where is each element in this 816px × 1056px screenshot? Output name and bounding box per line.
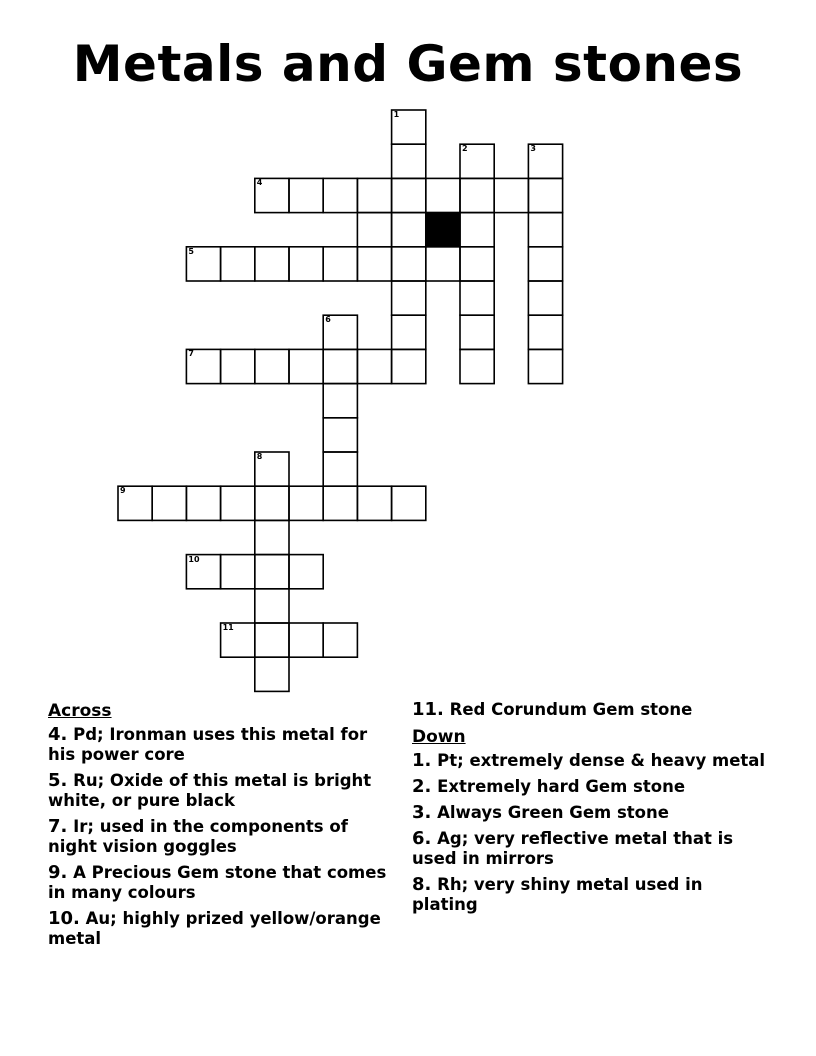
crossword-black-cell [426, 213, 460, 247]
crossword-cell[interactable] [186, 247, 220, 281]
crossword-cell[interactable] [186, 486, 220, 520]
crossword-cell[interactable] [255, 657, 289, 691]
crossword-cell[interactable] [426, 247, 460, 281]
crossword-cell[interactable] [186, 349, 220, 383]
crossword-cell[interactable] [460, 213, 494, 247]
across-clue-10 [48, 909, 388, 949]
crossword-cell[interactable] [255, 555, 289, 589]
clue-number: 3. [412, 802, 432, 823]
crossword-cell[interactable] [392, 247, 426, 281]
crossword-cell[interactable] [528, 247, 562, 281]
crossword-cell[interactable] [357, 349, 391, 383]
crossword-cell[interactable] [392, 178, 426, 212]
crossword-cell[interactable] [255, 247, 289, 281]
clues-right-column [412, 700, 772, 921]
crossword-cell[interactable] [323, 384, 357, 418]
crossword-cell[interactable] [528, 178, 562, 212]
across-clue-5 [48, 771, 388, 811]
crossword-cell[interactable] [528, 349, 562, 383]
across-clue-11 [412, 700, 772, 720]
across-heading: Across [48, 701, 112, 721]
crossword-cell[interactable] [255, 520, 289, 554]
clue-number-label: 7 [188, 349, 194, 359]
crossword-cell[interactable] [118, 486, 152, 520]
down-heading: Down [412, 727, 466, 747]
clue-number: 4. [48, 724, 68, 745]
across-clue-4 [48, 725, 388, 765]
crossword-cell[interactable] [221, 623, 255, 657]
clue-number: 8. [412, 874, 432, 895]
clue-number: 6. [412, 828, 432, 849]
down-clue-6 [412, 829, 772, 869]
crossword-cell[interactable] [323, 623, 357, 657]
crossword-cell[interactable] [392, 315, 426, 349]
crossword-cell[interactable] [289, 178, 323, 212]
crossword-cell[interactable] [392, 349, 426, 383]
crossword-cell[interactable] [255, 623, 289, 657]
crossword-cell[interactable] [289, 555, 323, 589]
crossword-cell[interactable] [323, 349, 357, 383]
crossword-cell[interactable] [289, 623, 323, 657]
crossword-cell[interactable] [289, 247, 323, 281]
crossword-cell[interactable] [357, 486, 391, 520]
clue-text: Ir; used in the components of night vision goggles [48, 817, 348, 856]
clue-number-label: 3 [530, 144, 536, 154]
crossword-cell[interactable] [186, 555, 220, 589]
crossword-cell[interactable] [460, 315, 494, 349]
crossword-cell[interactable] [323, 178, 357, 212]
down-clue-3 [412, 803, 772, 823]
clue-text: Ru; Oxide of this metal is bright white, or pure black [48, 771, 372, 810]
clue-text: Always Green Gem stone [437, 803, 669, 822]
clue-number-label: 5 [188, 246, 194, 256]
down-clue-8 [412, 875, 772, 915]
clue-text: A Precious Gem stone that comes in many colours [48, 863, 387, 902]
crossword-cell[interactable] [255, 178, 289, 212]
clue-text: Pt; extremely dense & heavy metal [437, 751, 766, 770]
crossword-cell[interactable] [323, 486, 357, 520]
clues-left-column [48, 700, 388, 955]
clue-text: Ag; very reflective metal that is used in mirrors [412, 829, 734, 868]
crossword-cell[interactable] [221, 349, 255, 383]
clue-number: 10. [48, 908, 80, 929]
clue-number-label: 10 [188, 554, 200, 564]
clue-text: Red Corundum Gem stone [449, 700, 693, 719]
across-clue-9 [48, 863, 388, 903]
clue-number: 11. [412, 699, 444, 720]
crossword-cell[interactable] [528, 144, 562, 178]
clue-number: 9. [48, 862, 68, 883]
crossword-cell[interactable] [357, 247, 391, 281]
crossword-cell[interactable] [152, 486, 186, 520]
crossword-cell[interactable] [528, 315, 562, 349]
crossword-cell[interactable] [494, 178, 528, 212]
crossword-cell[interactable] [357, 178, 391, 212]
crossword-cell[interactable] [221, 247, 255, 281]
clue-number: 7. [48, 816, 68, 837]
crossword-cell[interactable] [460, 178, 494, 212]
clue-number: 2. [412, 776, 432, 797]
crossword-cell[interactable] [323, 247, 357, 281]
clue-number-label: 9 [120, 486, 126, 496]
clue-text: Pd; Ironman uses this metal for his power core [48, 725, 368, 764]
crossword-cell[interactable] [357, 213, 391, 247]
clue-number-label: 6 [325, 315, 331, 325]
crossword-cell[interactable] [221, 555, 255, 589]
clue-text: Rh; very shiny metal used in plating [412, 875, 703, 914]
crossword-cell[interactable] [255, 486, 289, 520]
crossword-cell[interactable] [460, 281, 494, 315]
crossword-cell[interactable] [392, 281, 426, 315]
crossword-cell[interactable] [460, 144, 494, 178]
across-clue-7 [48, 817, 388, 857]
crossword-cell[interactable] [289, 486, 323, 520]
crossword-cell[interactable] [392, 110, 426, 144]
clue-text: Au; highly prized yellow/orange metal [48, 909, 381, 948]
page-title: Metals and Gem stones [72, 35, 744, 93]
clue-number-label: 8 [256, 452, 263, 461]
crossword-cell[interactable] [255, 349, 289, 383]
down-clue-2 [412, 777, 772, 797]
crossword-cell[interactable] [460, 349, 494, 383]
clue-number-label: 2 [462, 144, 468, 154]
crossword-cell[interactable] [528, 213, 562, 247]
crossword-cell[interactable] [426, 178, 460, 212]
down-clue-1 [412, 751, 772, 771]
clue-number: 5. [48, 770, 68, 791]
clue-text: Extremely hard Gem stone [437, 777, 686, 796]
crossword-cell[interactable] [323, 452, 357, 486]
crossword-cell[interactable] [323, 418, 357, 452]
crossword-cell[interactable] [255, 589, 289, 623]
crossword-cell[interactable] [460, 247, 494, 281]
crossword-cell[interactable] [528, 281, 562, 315]
clue-number-label: 1 [393, 110, 400, 119]
crossword-cell[interactable] [392, 213, 426, 247]
crossword-cell[interactable] [392, 144, 426, 178]
crossword-cell[interactable] [392, 486, 426, 520]
crossword-cell[interactable] [221, 486, 255, 520]
crossword-cell[interactable] [289, 349, 323, 383]
clue-number: 1. [412, 750, 432, 771]
clue-number-label: 11 [222, 623, 234, 632]
crossword-cell[interactable] [255, 452, 289, 486]
crossword-cell[interactable] [323, 315, 357, 349]
clue-number-label: 4 [256, 178, 263, 188]
